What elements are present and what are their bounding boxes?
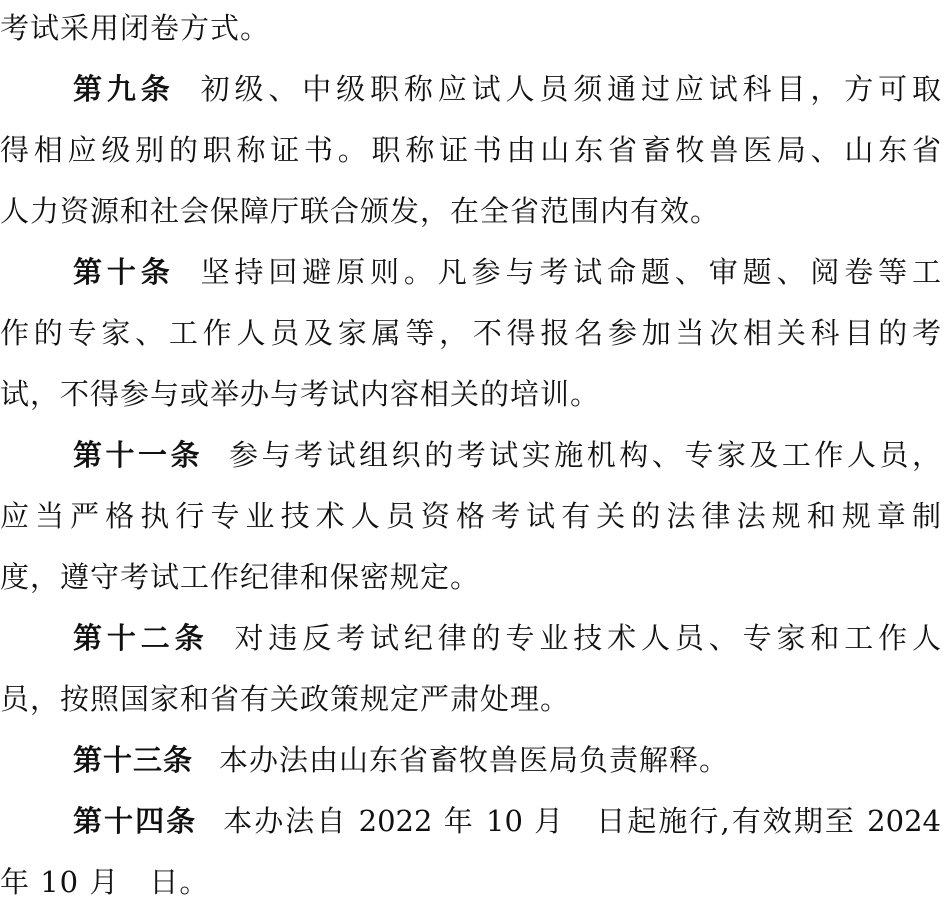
article-11-heading: 第十一条 <box>73 438 204 472</box>
article-9-text-1: 初级、中级职称应试人员须通过应试科目，方可取 <box>200 72 941 106</box>
article-11-text-1: 参与考试组织的考试实施机构、专家及工作人员， <box>229 438 941 472</box>
article-13-text-1: 本办法由山东省畜牧兽医局负责解释。 <box>219 743 730 777</box>
article-12-line-2 <box>0 671 951 727</box>
article-14-heading: 第十四条 <box>73 804 198 838</box>
article-10-line-2 <box>0 305 941 361</box>
article-9-heading: 第九条 <box>73 72 175 106</box>
article-13-heading: 第十三条 <box>73 743 194 777</box>
article-9-line-3 <box>0 183 951 239</box>
article-9-text-2: 得相应级别的职称证书。职称证书由山东省畜牧兽医局、山东省 <box>0 133 941 167</box>
article-9-line-2 <box>0 122 941 178</box>
article-13-line-1 <box>0 732 941 788</box>
article-10-text-3: 试，不得参与或举办与考试内容相关的培训。 <box>0 377 601 411</box>
article-14-text-1: 本办法自 2022 年 10 月 日起施行,有效期至 2024 <box>223 804 941 838</box>
article-11-text-2: 应当严格执行专业技术人员资格考试有关的法律法规和规章制 <box>0 499 941 533</box>
article-11-line-2 <box>0 488 941 544</box>
article-10-text-2: 作的专家、工作人员及家属等，不得报名参加当次相关科目的考 <box>0 316 941 350</box>
article-10-text-1: 坚持回避原则。凡参与考试命题、审题、阅卷等工 <box>200 255 941 289</box>
article-14-line-2 <box>0 854 951 910</box>
article-14-line-1 <box>0 793 941 849</box>
closing-line-exam-method <box>0 0 951 56</box>
article-10-heading: 第十条 <box>73 255 175 289</box>
article-12-heading: 第十二条 <box>73 621 209 655</box>
article-14-text-2: 年 10 月 日。 <box>0 865 210 899</box>
article-9-text-3: 人力资源和社会保障厅联合颁发，在全省范围内有效。 <box>0 194 721 228</box>
article-10-line-1 <box>0 244 941 300</box>
closing-text: 考试采用闭卷方式。 <box>0 11 271 45</box>
article-11-line-3 <box>0 549 951 605</box>
article-12-text-1: 对违反考试纪律的专业技术人员、专家和工作人 <box>234 621 941 655</box>
article-12-line-1 <box>0 610 941 666</box>
article-11-text-3: 度，遵守考试工作纪律和保密规定。 <box>0 560 481 594</box>
article-11-line-1 <box>0 427 941 483</box>
article-12-text-2: 员，按照国家和省有关政策规定严肃处理。 <box>0 682 571 716</box>
article-9-line-1 <box>0 61 941 117</box>
article-10-line-3 <box>0 366 951 422</box>
